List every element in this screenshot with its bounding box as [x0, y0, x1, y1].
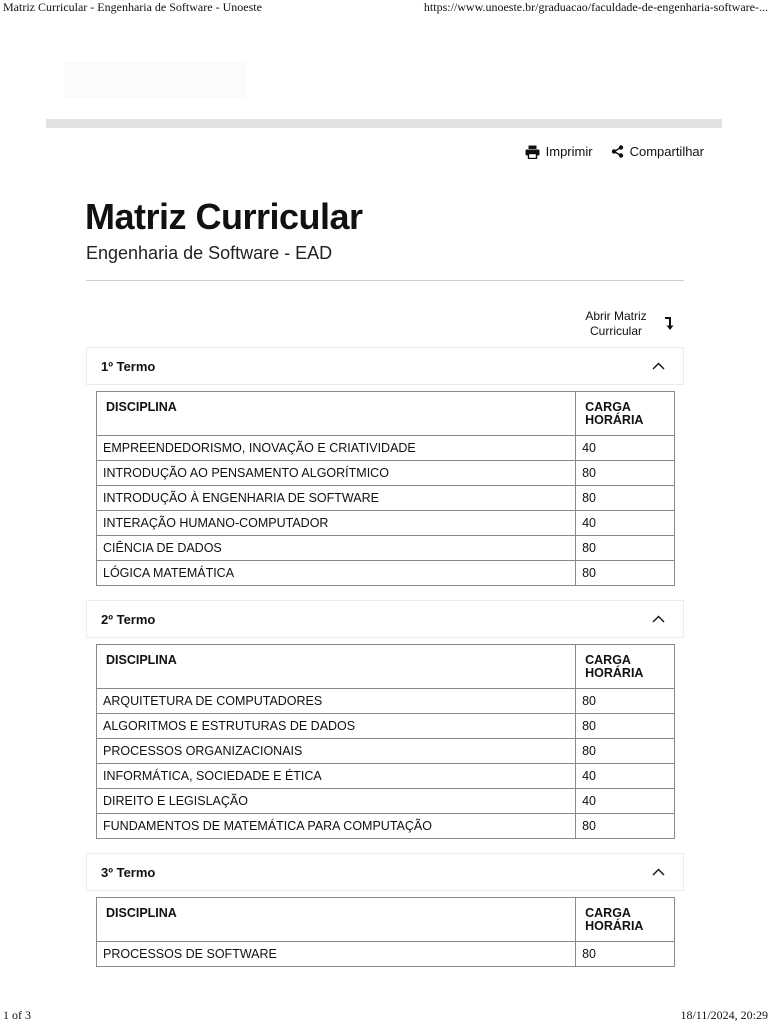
hours-cell: 40 — [576, 511, 675, 536]
arrow-down-icon — [664, 316, 674, 332]
term-title: 1º Termo — [101, 358, 156, 374]
term-2-header[interactable] — [86, 600, 684, 638]
hours-cell: 80 — [576, 714, 675, 739]
table-row — [97, 486, 675, 511]
column-header-discipline: DISCIPLINA — [97, 898, 576, 942]
discipline-cell: LÓGICA MATEMÁTICA — [97, 561, 576, 586]
table-row — [97, 561, 675, 586]
column-header-hours: CARGA HORÁRIA — [576, 392, 675, 436]
print-url: https://www.unoeste.br/graduacao/faculdade-de-engenharia-software-... — [423, 0, 768, 14]
discipline-cell: ALGORITMOS E ESTRUTURAS DE DADOS — [97, 714, 576, 739]
site-logo[interactable] — [64, 62, 246, 98]
print-datetime: 18/11/2024, 20:29 — [680, 1008, 768, 1022]
share-icon — [611, 145, 624, 158]
print-footer — [0, 1008, 768, 1024]
page-title: Matriz Curricular — [85, 196, 363, 237]
header-divider-band — [46, 119, 722, 128]
share-label: Compartilhar — [629, 144, 704, 159]
term-2-table — [96, 644, 675, 839]
table-row — [97, 764, 675, 789]
term-3-header[interactable] — [86, 853, 684, 891]
hours-cell: 80 — [576, 689, 675, 714]
column-header-hours: CARGA HORÁRIA — [576, 898, 675, 942]
discipline-cell: INFORMÁTICA, SOCIEDADE E ÉTICA — [97, 764, 576, 789]
open-matrix-button[interactable] — [574, 308, 684, 340]
hours-cell: 80 — [576, 739, 675, 764]
discipline-cell: CIÊNCIA DE DADOS — [97, 536, 576, 561]
table-row — [97, 739, 675, 764]
table-row — [97, 511, 675, 536]
column-header-hours: CARGA HORÁRIA — [576, 645, 675, 689]
discipline-cell: DIREITO E LEGISLAÇÃO — [97, 789, 576, 814]
print-label: Imprimir — [545, 144, 593, 159]
discipline-cell: PROCESSOS DE SOFTWARE — [97, 942, 576, 967]
term-1-table — [96, 391, 675, 586]
hours-cell: 80 — [576, 461, 675, 486]
chevron-up-icon[interactable] — [652, 868, 665, 876]
term-2-section — [86, 600, 684, 839]
hours-cell: 80 — [576, 536, 675, 561]
title-divider — [86, 280, 684, 281]
table-row — [97, 789, 675, 814]
chevron-up-icon[interactable] — [652, 362, 665, 370]
term-3-section — [86, 853, 684, 967]
discipline-cell: PROCESSOS ORGANIZACIONAIS — [97, 739, 576, 764]
print-header — [0, 0, 768, 16]
printer-icon — [525, 145, 540, 159]
term-title: 2º Termo — [101, 611, 156, 627]
print-page-title: Matriz Curricular - Engenharia de Software - Unoeste — [3, 0, 262, 14]
discipline-cell: FUNDAMENTOS DE MATEMÁTICA PARA COMPUTAÇÃO — [97, 814, 576, 839]
hours-cell: 80 — [576, 561, 675, 586]
table-row — [97, 536, 675, 561]
discipline-cell: INTERAÇÃO HUMANO-COMPUTADOR — [97, 511, 576, 536]
term-title: 3º Termo — [101, 864, 156, 880]
column-header-discipline: DISCIPLINA — [97, 392, 576, 436]
page-actions — [525, 144, 704, 159]
page-subtitle: Engenharia de Software - EAD — [86, 243, 333, 263]
print-button[interactable] — [525, 144, 593, 159]
table-row — [97, 436, 675, 461]
page-counter: 1 of 3 — [3, 1008, 31, 1022]
hours-cell: 80 — [576, 486, 675, 511]
hours-cell: 40 — [576, 764, 675, 789]
hours-cell: 80 — [576, 814, 675, 839]
table-row — [97, 714, 675, 739]
hours-cell: 40 — [576, 789, 675, 814]
table-row — [97, 814, 675, 839]
open-matrix-label: Abrir Matriz Curricular — [585, 309, 647, 338]
table-row — [97, 461, 675, 486]
table-row — [97, 942, 675, 967]
hours-cell: 80 — [576, 942, 675, 967]
discipline-cell: INTRODUÇÃO À ENGENHARIA DE SOFTWARE — [97, 486, 576, 511]
chevron-up-icon[interactable] — [652, 615, 665, 623]
term-3-table — [96, 897, 675, 967]
term-1-header[interactable] — [86, 347, 684, 385]
discipline-cell: ARQUITETURA DE COMPUTADORES — [97, 689, 576, 714]
discipline-cell: EMPREENDEDORISMO, INOVAÇÃO E CRIATIVIDADE — [97, 436, 576, 461]
share-button[interactable] — [611, 144, 704, 159]
column-header-discipline: DISCIPLINA — [97, 645, 576, 689]
hours-cell: 40 — [576, 436, 675, 461]
discipline-cell: INTRODUÇÃO AO PENSAMENTO ALGORÍTMICO — [97, 461, 576, 486]
term-1-section — [86, 347, 684, 586]
table-row — [97, 689, 675, 714]
